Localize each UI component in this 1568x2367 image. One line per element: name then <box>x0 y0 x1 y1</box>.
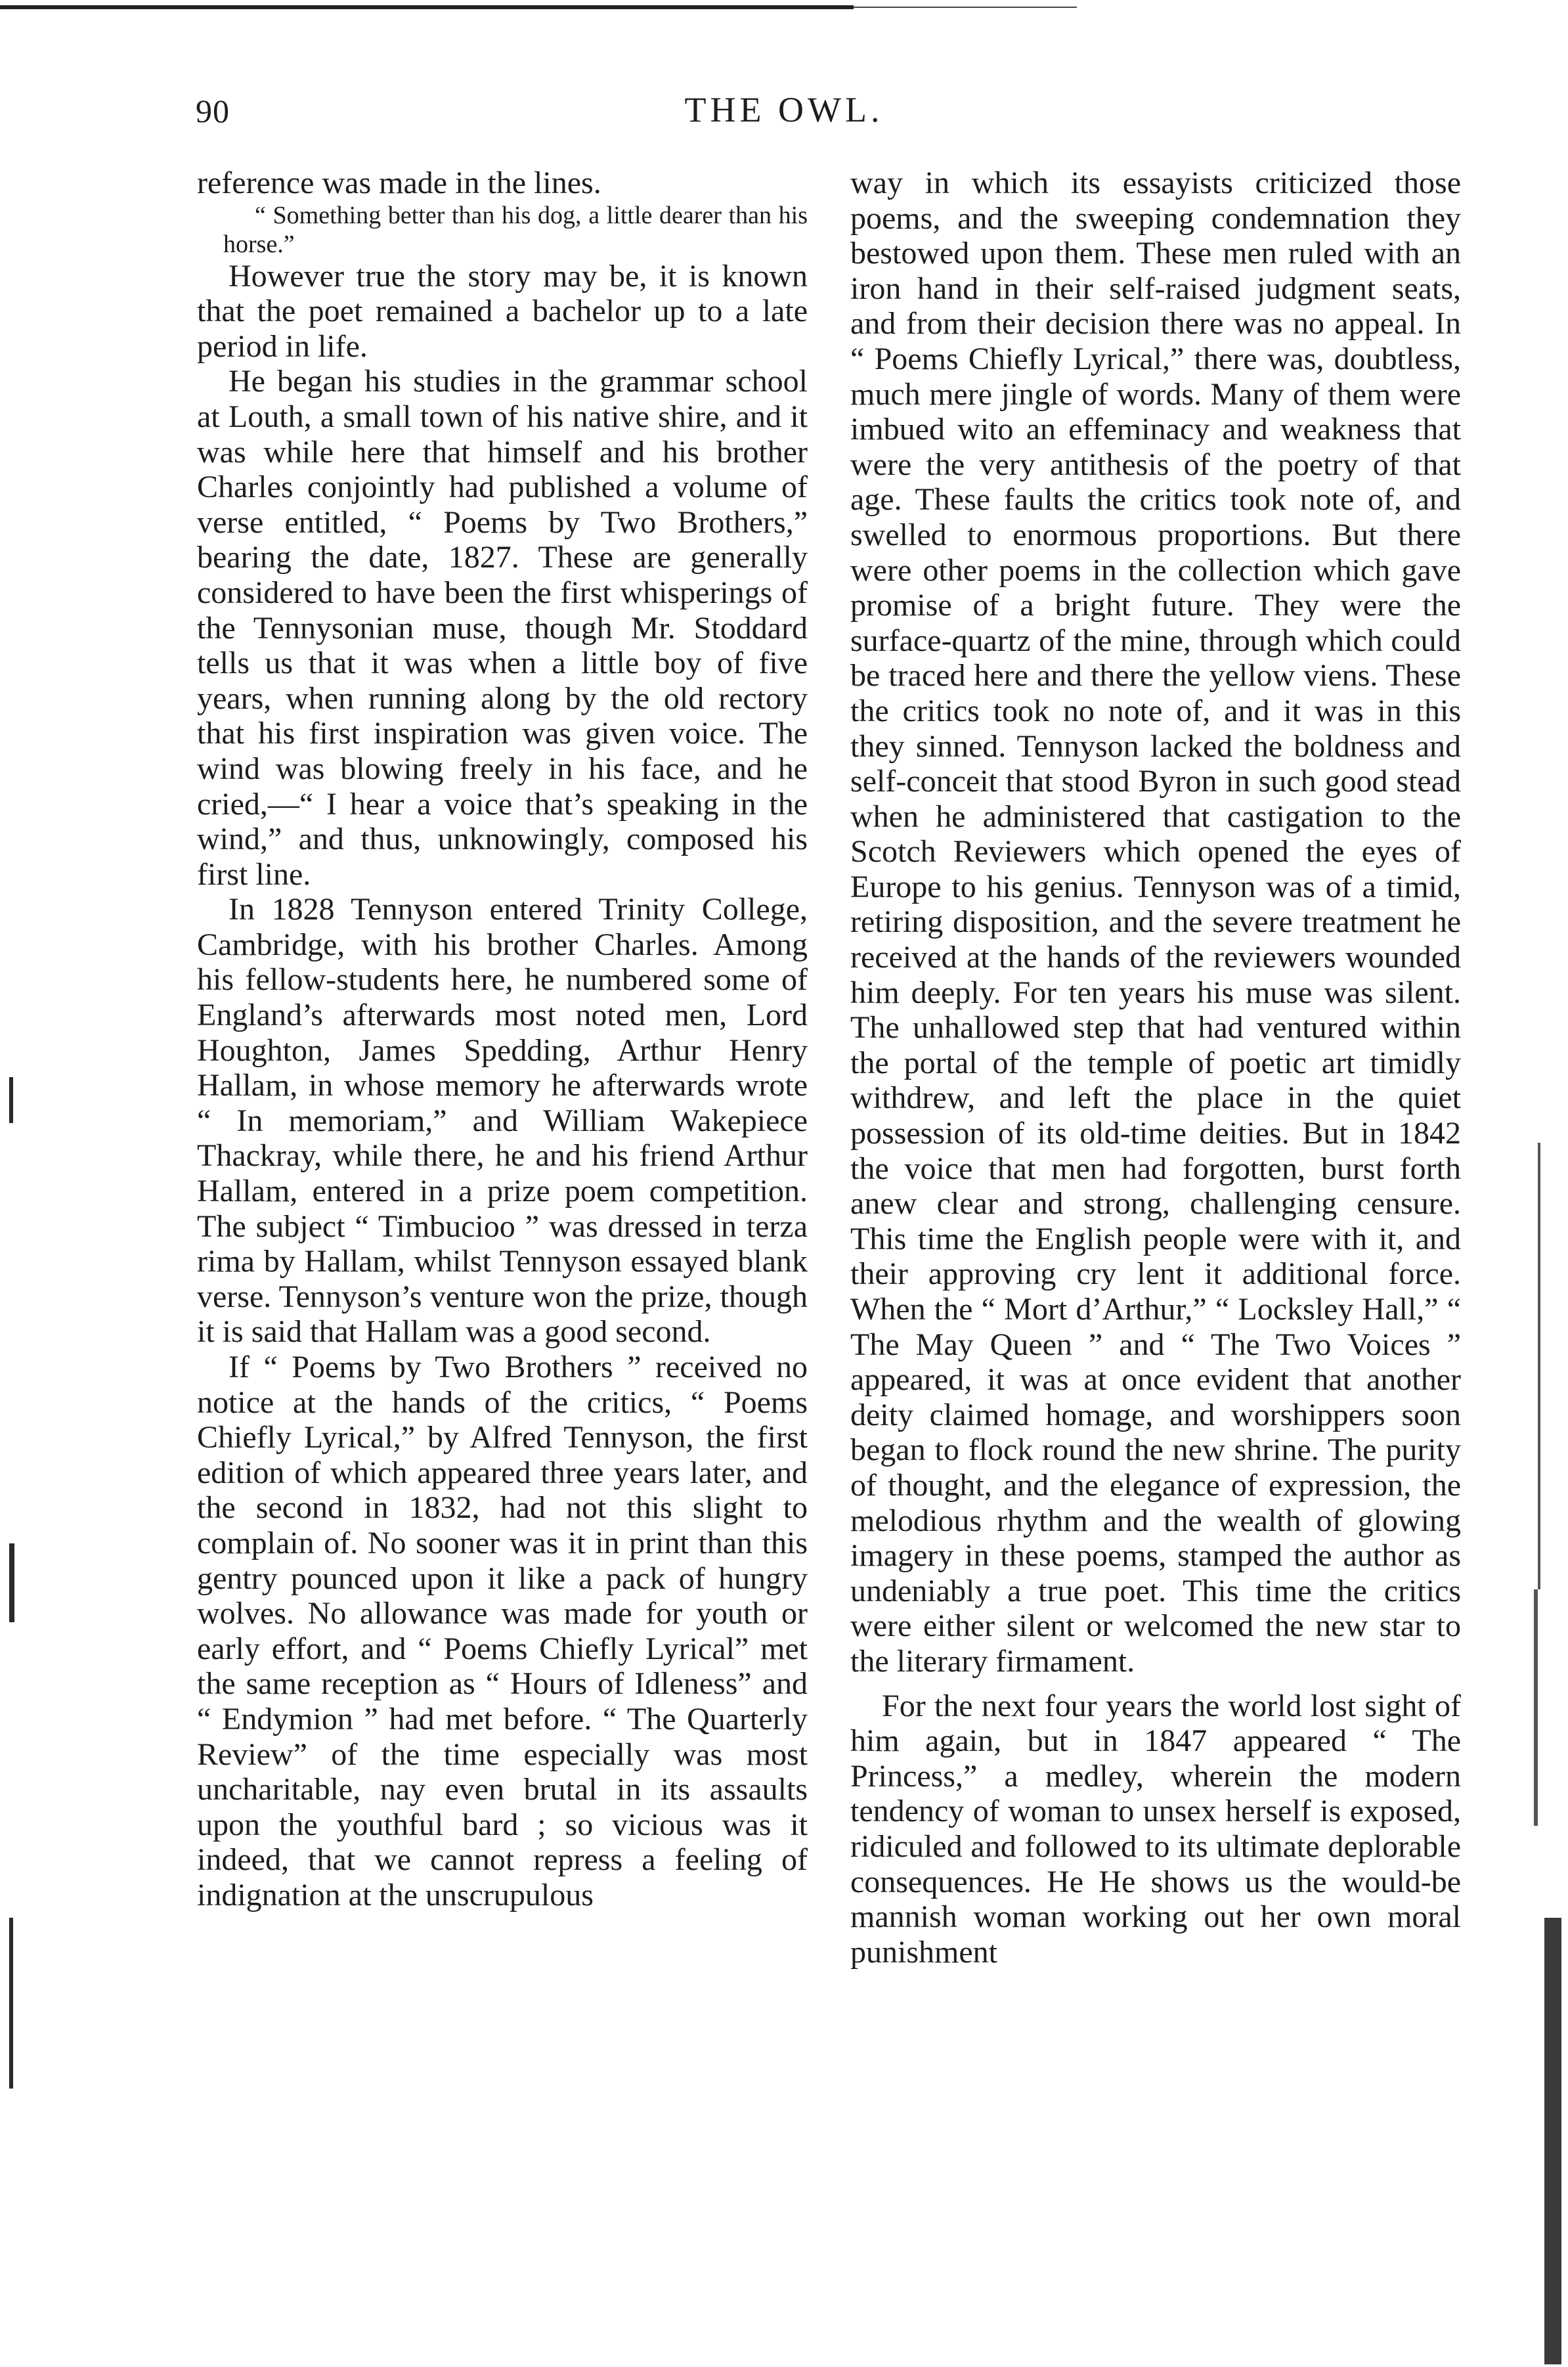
block-quote: “ Something better than his dog, a little dearer than his horse.” <box>223 201 808 258</box>
paragraph: reference was made in the lines. <box>197 166 601 200</box>
paragraph: In 1828 Tennyson entered Trinity College, Cambridge, with his brother Charles. Among his fellow-students here, he numbered some of England’s afterwards most noted men, Lord Houghton, James Spedding, Arthur Henry Hallam, in whose memory he afterwards wrote “ In memoriam,” and William Wakepiece Thackray, while there, he and his friend Arthur Hallam, entered in a prize poem competition. The subject “ Timbucioo ” was dressed in terza rima by Hallam, whilst Tennyson essayed blank verse. Tennyson’s venture won the prize, though it is said that Hallam was a good second. <box>197 892 808 1350</box>
top-edge-rule <box>0 5 854 9</box>
page-number: 90 <box>196 93 230 129</box>
paragraph: If “ Poems by Two Brothers ” received no notice at the hands of the critics, “ Poems Chiefly Lyrical,” by Alfred Tennyson, the first edition of which appeared three years later, and the second in 1832, had not this slight to complain of. No sooner was it in print than this gentry pounced upon it like a pack of hungry wolves. No allowance was made for youth or early effort, and “ Poems Chiefly Lyrical” met the same reception as “ Hours of Idleness” and “ Endymion ” had met before. “ The Quarterly Review” of the time especially was most uncharitable, nay even brutal in its assaults upon the youthful bard ; so vicious was it indeed, that we cannot repress a feeling of indignation at the unscrupulous <box>197 1350 808 1913</box>
margin-scan-mark <box>9 1543 14 1622</box>
left-column <box>197 166 808 1913</box>
paragraph: way in which its essayists criticized those poems, and the sweeping condemnation they bestowed upon them. These men ruled with an iron hand in their self-raised judgment seats, and from their decision there was no appeal. In “ Poems Chiefly Lyrical,” there was, doubtless, much mere jingle of words. Many of them were imbued wito an effeminacy and weakness that were the very antithesis of the poetry of that age. These faults the critics took note of, and swelled to enormous proportions. But there were other poems in the collection which gave promise of a bright future. They were the surface-quartz of the mine, through which could be traced here and there the yellow viens. These the critics took no note of, and it was in this they sinned. Tennyson lacked the boldness and self-conceit that stood Byron in such good stead when he administered that castigation to the Scotch Reviewers which opened the eyes of Europe to his genius. Tennyson was of a timid, retiring disposition, and the severe treatment he received at the hands of the reviewers wounded him deeply. For ten years his muse was silent. The unhallowed step that had ventured within the portal of the temple of poetic art timidly withdrew, and left the place in the quiet possession of its old-time deities. But in 1842 the voice that men had forgotten, burst forth anew clear and strong, challenging censure. This time the English people were with it, and their approving cry lent it additional force. When the “ Mort d’Arthur,” “ Locksley Hall,” “ The May Queen ” and “ The Two Voices ” appeared, it was at once evident that another deity claimed homage, and worshippers soon began to flock round the new shrine. The purity of thought, and the elegance of expression, the melodious rhythm and the wealth of glowing imagery in these poems, stamped the author as undeniably a true poet. This time the critics were either silent or welcomed the new star to the literary firmament. <box>850 166 1461 1679</box>
top-edge-rule-thin <box>854 7 1077 8</box>
margin-scan-mark <box>9 1077 13 1123</box>
paragraph: However true the story may be, it is known that the poet remained a bachelor up to a late period in life. <box>197 258 808 364</box>
margin-scan-mark <box>1534 1589 1538 1826</box>
right-column <box>850 166 1461 1970</box>
paragraph: For the next four years the world lost sight of him again, but in 1847 appeared “ The Princess,” a medley, wherein the modern tendency of woman to unsex herself is exposed, ridiculed and followed to its ultimate deplorable consequences. He He shows us the would-be mannish woman working out her own moral punishment <box>850 1688 1461 1970</box>
running-title: THE OWL. <box>684 90 884 129</box>
paragraph: He began his studies in the grammar school at Louth, a small town of his native shire, and it was while here that himself and his brother Charles conjointly had published a volume of verse entitled, “ Poems by Two Brothers,” bearing the date, 1827. These are generally considered to have been the first whisperings of the Tennysonian muse, though Mr. Stoddard tells us that it was when a little boy of five years, when running along by the old rectory that his first inspiration was given voice. The wind was blowing freely in his face, and he cried,—“ I hear a voice that’s speaking in the wind,” and thus, unknowingly, composed his first line. <box>197 364 808 892</box>
margin-scan-mark <box>1544 1918 1561 2364</box>
margin-scan-mark <box>1538 1143 1540 1589</box>
margin-scan-mark <box>9 1918 13 2089</box>
